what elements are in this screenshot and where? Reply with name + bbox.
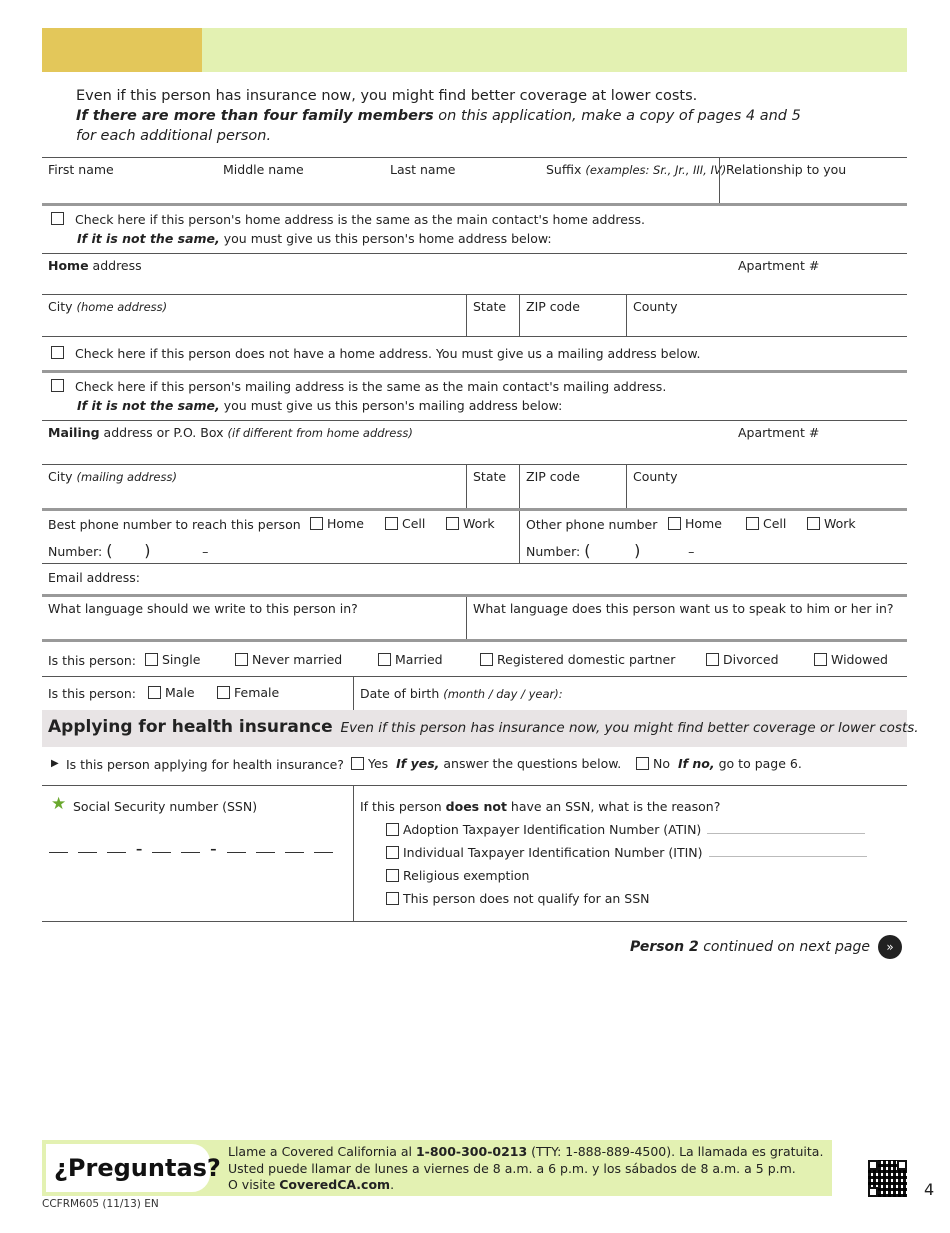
ssn-input[interactable]: – – — [49, 841, 343, 856]
sex-label: Is this person: — [48, 686, 137, 701]
home-city-row — [42, 294, 907, 336]
email-label: Email address: — [48, 570, 140, 585]
home-same-note: If it is not the same, you must give us this person's home address below: — [77, 231, 552, 246]
relationship-field[interactable]: Relationship to you — [719, 158, 907, 203]
no-home-text: Check here if this person does not have a home address. You must give us a mailing address below. — [75, 346, 701, 361]
other-phone-home-option[interactable]: Home — [668, 516, 722, 531]
mailing-zip-field[interactable]: ZIP code — [519, 465, 626, 508]
marital-option-widowed[interactable]: Widowed — [814, 652, 888, 667]
next-page-icon: » — [878, 935, 902, 959]
home-county-field[interactable]: County — [626, 295, 907, 336]
applying-question-text: Is this person applying for health insurance? — [66, 757, 344, 772]
intro-line-3: for each additional person. — [76, 128, 272, 144]
play-arrow-icon: ▶ — [51, 758, 59, 769]
other-phone-work-option[interactable]: Work — [807, 516, 856, 531]
best-phone-home-option[interactable]: Home — [310, 516, 364, 531]
mailing-city-field[interactable]: City (mailing address) — [48, 469, 177, 484]
suffix-field[interactable]: Suffix (examples: Sr., Jr., III, IV) — [546, 162, 727, 177]
sex-dob-row — [42, 676, 907, 710]
write-language-field[interactable]: What language should we write to this person in? — [48, 601, 358, 616]
other-phone-label: Other phone number — [526, 517, 658, 532]
page-number: 4 — [924, 1180, 935, 1199]
last-name-field[interactable]: Last name — [390, 162, 456, 177]
mailing-apartment-label: Apartment # — [738, 425, 820, 440]
website-link[interactable]: CoveredCA.com — [279, 1177, 391, 1192]
dob-field[interactable]: Date of birth (month / day / year): — [353, 677, 907, 710]
applying-yes-option[interactable]: Yes If yes, answer the questions below. — [351, 756, 621, 771]
no-home-checkbox[interactable] — [51, 346, 64, 359]
marital-label: Is this person: — [48, 653, 137, 668]
footer-text: Llame a Covered California al 1-800-300-0213 (TTY: 1-888-889-4500). La llamada es gratuita. Usted puede llamar de lunes a viernes de 8 a.m. a 6 p.m. y los sábados de 8 a.m. a 5 p.m. O visite CoveredCA.com. — [228, 1144, 824, 1192]
home-apartment-label: Apartment # — [738, 258, 820, 273]
questions-title: ¿Preguntas? — [44, 1142, 212, 1194]
marital-option-single[interactable]: Single — [145, 652, 200, 667]
best-phone-cell-option[interactable]: Cell — [385, 516, 425, 531]
marital-row — [42, 639, 907, 676]
speak-language-field[interactable]: What language does this person want us to speak to him or her in? — [466, 597, 907, 639]
marital-option-married[interactable]: Married — [378, 652, 443, 667]
intro-line-1: Even if this person has insurance now, you might find better coverage at lower costs. — [76, 88, 698, 104]
qr-code-icon — [868, 1160, 907, 1197]
home-state-field[interactable]: State — [466, 295, 519, 336]
ssn-reason-cell — [353, 786, 907, 921]
header-tab — [42, 28, 202, 72]
best-phone-label: Best phone number to reach this person — [48, 517, 301, 532]
other-phone-cell-option[interactable]: Cell — [746, 516, 786, 531]
home-address-row[interactable] — [42, 253, 907, 294]
ssn-reason-atin[interactable]: Adoption Taxpayer Identification Number (ATIN) — [386, 822, 865, 837]
sex-option-male[interactable]: Male — [148, 685, 195, 700]
name-row — [42, 157, 907, 203]
email-row[interactable] — [42, 563, 907, 594]
intro-line-2: If there are more than four family members on this application, make a copy of pages 4 and 5 — [76, 108, 801, 124]
marital-option-never-married[interactable]: Never married — [235, 652, 342, 667]
mailing-city-row — [42, 464, 907, 508]
phone-row — [42, 508, 907, 563]
mailing-same-text: Check here if this person's mailing address is the same as the main contact's mailing address. — [75, 379, 667, 394]
marital-option-divorced[interactable]: Divorced — [706, 652, 779, 667]
home-city-field[interactable]: City (home address) — [48, 299, 168, 314]
applying-question-row — [42, 747, 907, 785]
home-address-label: Home address — [48, 258, 142, 273]
mailing-same-checkbox[interactable] — [51, 379, 64, 392]
mailing-state-field[interactable]: State — [466, 465, 519, 508]
form-code: CCFRM605 (11/13) EN — [42, 1198, 159, 1210]
ssn-reason-question: If this person does not have an SSN, what is the reason? — [360, 799, 721, 814]
ssn-label: Social Security number (SSN) — [73, 799, 258, 814]
other-phone-number-field[interactable]: Number: ( ) – — [526, 541, 695, 560]
home-same-text: Check here if this person's home address is the same as the main contact's home address. — [75, 212, 645, 227]
continued-note: Person 2 continued on next page » — [560, 935, 902, 959]
ssn-reason-not-qualify[interactable]: This person does not qualify for an SSN — [386, 891, 650, 906]
star-icon: ★ — [51, 794, 67, 814]
applying-section-header — [42, 710, 919, 747]
sex-option-female[interactable]: Female — [217, 685, 279, 700]
applying-title: Applying for health insurance — [48, 717, 333, 737]
first-name-field[interactable]: First name — [48, 162, 114, 177]
ssn-row — [42, 785, 907, 922]
applying-subtitle: Even if this person has insurance now, you might find better coverage or lower costs. — [340, 720, 919, 736]
header-bar — [42, 28, 907, 72]
language-row — [42, 594, 907, 639]
home-same-checkbox[interactable] — [51, 212, 64, 225]
home-same-row — [42, 203, 907, 253]
person-form — [42, 157, 919, 922]
other-phone-cell — [519, 511, 907, 563]
mailing-address-label: Mailing address or P.O. Box (if different from home address) — [48, 425, 413, 440]
best-phone-work-option[interactable]: Work — [446, 516, 495, 531]
middle-name-field[interactable]: Middle name — [223, 162, 304, 177]
footer-box — [42, 1140, 832, 1196]
ssn-reason-itin[interactable]: Individual Taxpayer Identification Number (ITIN) — [386, 845, 867, 860]
ssn-reason-religious[interactable]: Religious exemption — [386, 868, 529, 883]
mailing-county-field[interactable]: County — [626, 465, 907, 508]
mailing-address-row[interactable] — [42, 420, 907, 464]
home-zip-field[interactable]: ZIP code — [519, 295, 626, 336]
applying-no-option[interactable]: No If no, go to page 6. — [636, 756, 802, 771]
mailing-same-note: If it is not the same, you must give us this person's mailing address below: — [77, 398, 563, 413]
mailing-same-row — [42, 370, 907, 420]
marital-option-domestic-partner[interactable]: Registered domestic partner — [480, 652, 675, 667]
best-phone-number-field[interactable]: Number: ( ) – — [48, 541, 209, 560]
no-home-row — [42, 336, 907, 370]
intro-text — [76, 86, 856, 146]
